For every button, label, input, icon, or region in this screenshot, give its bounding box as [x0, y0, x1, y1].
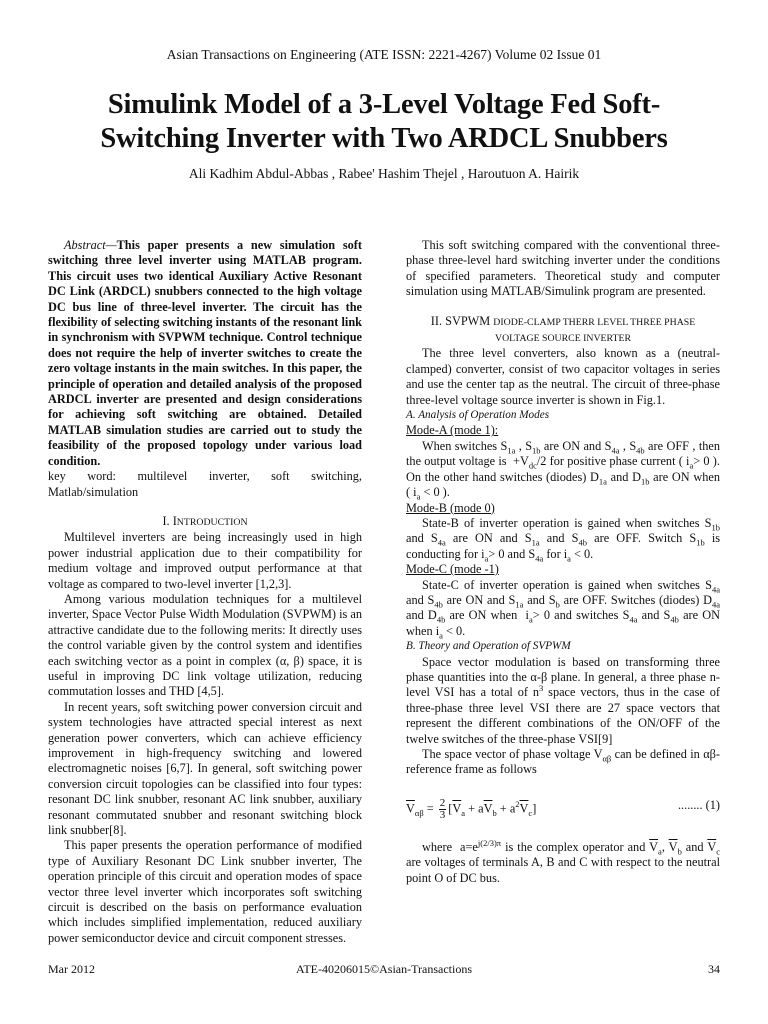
abstract — [48, 238, 362, 469]
subheading-svpwm-theory: B. Theory and Operation of SVPWM — [406, 640, 571, 653]
paper-title — [40, 88, 728, 156]
mode-b-heading: Mode-B (mode 0) — [406, 500, 495, 515]
mode-c-text: State-C of inverter operation is gained when switches $S_{4a}$ and $S_{4b}$ are ON and $S_{1a}$ and $S_b$ are OFF. Switches (diodes) $D_{4a}$ and $D_{4b}$ are ON when $i_a> 0$ and switches $S_{4a}$ and $S_{4b}$ are ON when $i_a < 0$. — [406, 577, 721, 641]
subheading-analysis-modes: A. Analysis of Operation Modes — [406, 409, 550, 422]
title-line-1: Simulink Model of a 3-Level Voltage Fed Soft- — [107, 89, 661, 120]
left-column — [48, 238, 362, 946]
keywords: key word: multilevel inverter, soft switching, Matlab/simulation — [48, 469, 362, 499]
abstract-text: This paper presents a new simulation soft switching three level inverter using MATLAB program. This circuit uses two identical Auxiliary Active Resonant DC Link (ARDCL) snubbers connected to the high voltage DC bus line of three-level inverter. The circuit has the flexibility of selecting switching instants of the resonant link in synchronism with SVPWM technique. Control technique does not require the help of inverter switches to create the zero voltage instants in the main switches. In this paper, the principle of operation and detailed analysis of the proposed ARDCL inverter are presented and design considerations for achieving soft switching are obtained. Detailed MATLAB simulation studies are carried out to study the feasibility of the proposed topology under various load condition. — [48, 238, 362, 468]
mode-a-heading: Mode-A (mode 1): — [406, 423, 499, 438]
section-heading-svpwm: II. SVPWM DIODE-CLAMP THERR LEVEL THREE PHASE VOLTAGE SOURCE INVERTER — [430, 313, 696, 345]
authors: Ali Kadhim Abdul-Abbas , Rabee' Hashim Thejel , Haroutuon A. Hairik — [188, 166, 580, 181]
page-number: 34 — [708, 962, 720, 976]
footer-copyright: ATE-40206015©Asian-Transactions — [296, 962, 472, 976]
mode-b-text: State-B of inverter operation is gained when switches $S_{1b}$ and $S_{4a}$ are ON and $S_{1a}$ and $S_{4b}$ are OFF. Switch $S_{1b}$ is conducting for $i_a> 0$ and $S_{4a}$ for $i_a < 0$. — [406, 515, 721, 564]
mode-c-heading: Mode-C (mode -1) — [406, 562, 499, 577]
equation-fraction: $\frac{2}{3}$ — [439, 796, 446, 821]
intro-paragraph-4: This paper presents the operation performance of modified type of Auxiliary Resonant DC Link snubber inverter, The operation principle of this circuit and operation modes of space vector three level inverter which incorporates soft switching circuit is described on the basis on performance evaluation which includes simplified implementation, reduced auxiliary power semiconductor device and circuit component stresses. — [48, 838, 362, 945]
section-heading-introduction: I. INTRODUCTION — [162, 513, 248, 528]
title-line-2: Switching Inverter with Two ARDCL Snubbers — [100, 123, 668, 154]
equation-number: ........ (1) — [677, 797, 720, 812]
right-intro-paragraph: This soft switching compared with the conventional three-phase three-level hard switching inverter under the conditions of specified parameters. Theoretical study and computer simulation using MATLAB/Simulink program are presented. — [406, 238, 720, 299]
journal-header: Asian Transactions on Engineering (ATE ISSN: 2221-4267) Volume 02 Issue 01 — [166, 47, 602, 62]
svpwm-theory-paragraph-1: Space vector modulation is based on transforming three phase quantities into the α-β plane. In general, a three phase n-level VSI has a total of $n^3$ space vectors, thus in the case of three-phase three level VSI there are 27 space vectors that represent the different combinations of the ON/OFF of the twelve switches of the three-phase VSI[9] — [406, 654, 720, 746]
svpwm-intro-paragraph: The three level converters, also known as a (neutral-clamped) converter, consist of two capacitor voltages in series and use the center tap as the neutral. The circuit of three-phase three-level voltage source inverter is shown in Fig.1. — [406, 346, 720, 407]
intro-paragraph-3: In recent years, soft switching power conversion circuit and system technologies have attracted special interest as next generation power converters, which can achieve efficiency improvement in high-frequency switching and lowered electromagnetic noises [6,7]. In general, soft switching power conversion circuit topologies can be classified into four types: resonant DC link snubber, resonant AC link snubber, auxiliary resonant commutated snubber and resonant switching block link snubber[8]. — [48, 699, 362, 838]
where-paragraph: where $a=e^{j(2/3)\pi}$ is the complex operator and $\overline{V}_a$, $\overline{V}_b$ and $\overline{V}_c$ are voltages of terminals A, B and C with respect to the neutral point O of DC bus. — [406, 837, 721, 885]
mode-a-text: When switches $S_{1a}$ , $S_{1b}$ are ON and $S_{4a}$ , $S_{4b}$ are OFF , then the output voltage is $+V_{dc}/2$ for positive phase current ( $i_a> 0$ ). On the other hand switches (diodes) $D_{1a}$ and $D_{1b}$ are ON when ( $i_a < 0$ ). — [406, 438, 721, 502]
equation-body: $\overline{V}_{\alpha\beta}$ = $\frac{2}{3}$ $[\overline{V}_a + a\overline{V}_b + a^2\overline{V}_c]$ — [406, 796, 537, 821]
intro-paragraph-1: Multilevel inverters are being increasingly used in high power industrial application due to their compatibility for medium voltage and improved output performance at that voltage as compared to two-level inverter [1,2,3]. — [48, 530, 362, 591]
footer-date: Mar 2012 — [48, 962, 95, 976]
svpwm-theory-paragraph-2: The space vector of phase voltage $V_{\alpha\beta}$ can be defined in αβ-reference frame as follows — [406, 747, 720, 777]
right-column — [406, 238, 720, 886]
intro-paragraph-2: Among various modulation techniques for a multilevel inverter, Space Vector Pulse Width Modulation (SVPWM) is an attractive candidate due to the following merits: It directly uses the control variable given by the control system and identifies each switching vector as a point in complex (α, β) space, it is useful in improving DC link voltage utilization, reducing commutation losses and THD [4,5]. — [48, 591, 362, 699]
abstract-lead: Abstract— — [64, 238, 117, 252]
equation-1 — [406, 792, 720, 822]
